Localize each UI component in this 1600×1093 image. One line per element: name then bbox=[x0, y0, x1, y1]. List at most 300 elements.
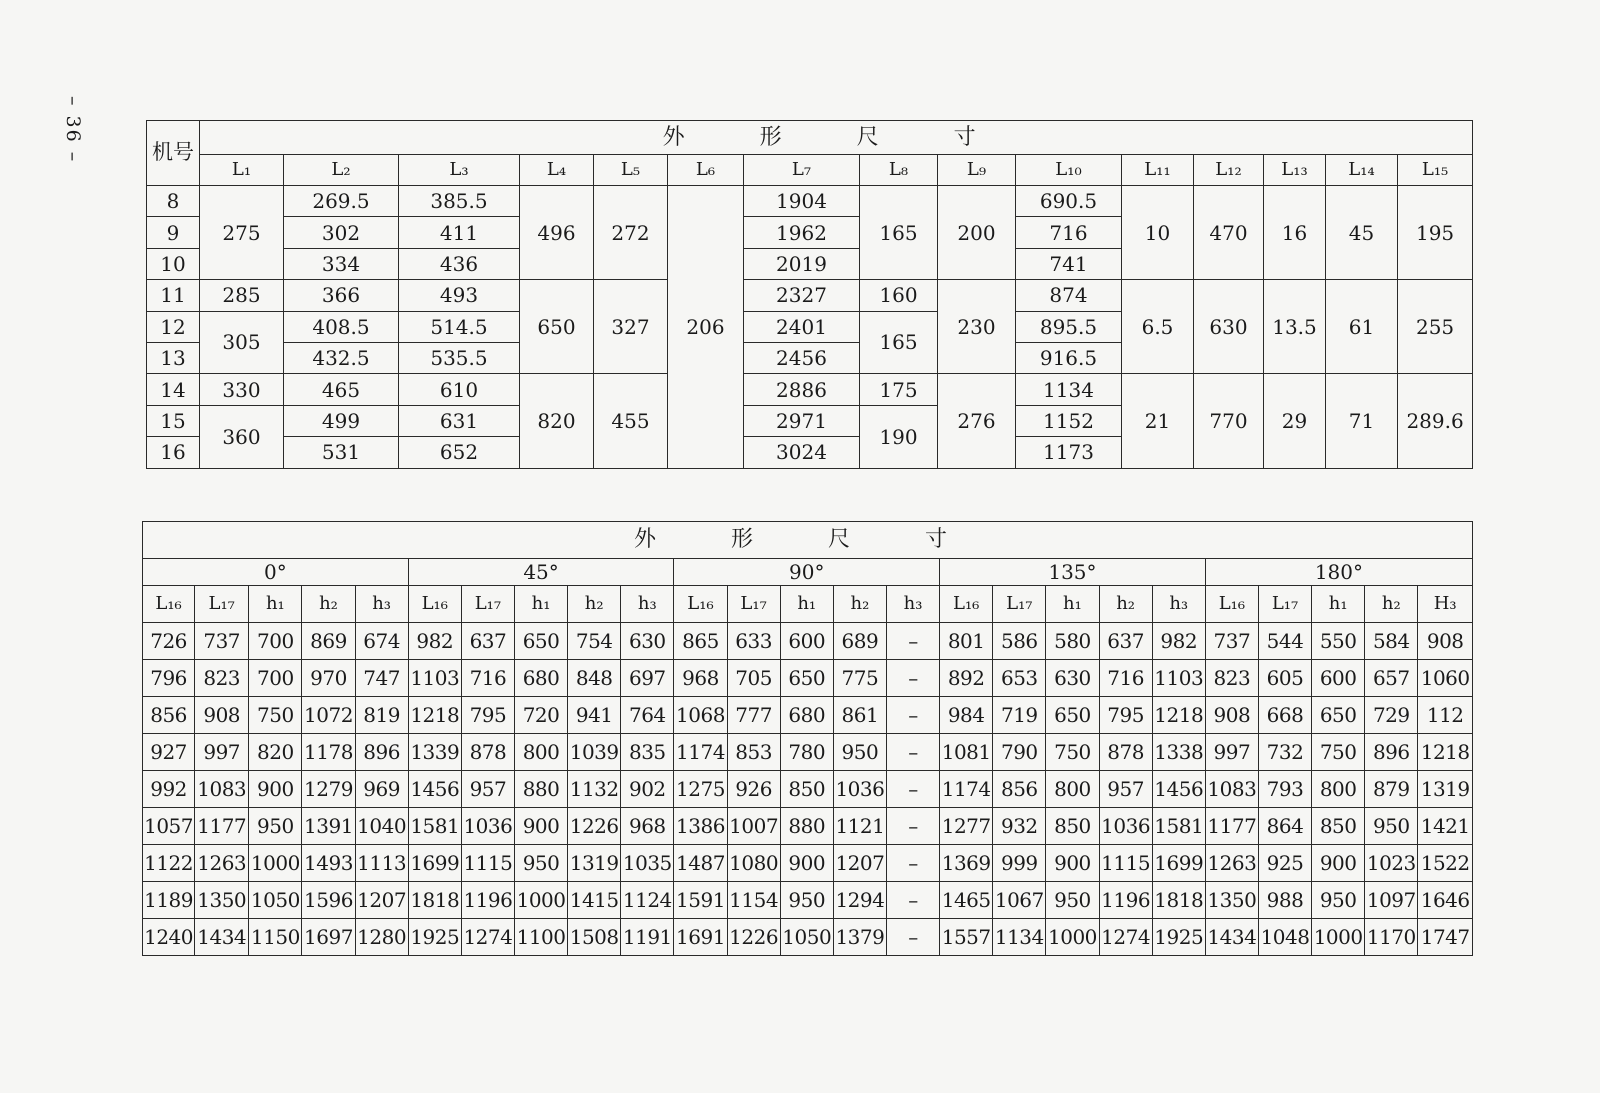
table-row bbox=[143, 623, 1473, 660]
table-cell: 957 bbox=[461, 771, 514, 808]
table-cell: – bbox=[886, 734, 939, 771]
table-cell: 900 bbox=[1312, 845, 1365, 882]
table-cell: 1191 bbox=[621, 919, 674, 956]
table-cell: 1196 bbox=[461, 882, 514, 919]
table-cell: 819 bbox=[355, 697, 408, 734]
table-cell: – bbox=[886, 660, 939, 697]
table-cell: 780 bbox=[780, 734, 833, 771]
dimension-table-upper bbox=[146, 120, 1473, 469]
machine-number-cell: 11 bbox=[147, 280, 200, 311]
table-cell: 255 bbox=[1398, 280, 1473, 374]
table-cell: 927 bbox=[143, 734, 195, 771]
table-cell: 1386 bbox=[674, 808, 727, 845]
table-cell: 1000 bbox=[1312, 919, 1365, 956]
column-header: L₁₇ bbox=[727, 586, 780, 623]
table-cell: 1240 bbox=[143, 919, 195, 956]
table-cell: 823 bbox=[195, 660, 249, 697]
table-cell: 1557 bbox=[940, 919, 993, 956]
table-cell: 550 bbox=[1312, 623, 1365, 660]
table-cell: 657 bbox=[1365, 660, 1418, 697]
table-cell: 1067 bbox=[993, 882, 1046, 919]
table-cell: 1218 bbox=[408, 697, 461, 734]
table-cell: 1339 bbox=[408, 734, 461, 771]
machine-number-cell: 9 bbox=[147, 217, 200, 248]
table-cell: 848 bbox=[568, 660, 621, 697]
table-cell: 969 bbox=[355, 771, 408, 808]
table-cell: 1036 bbox=[833, 771, 886, 808]
table-cell: 1174 bbox=[674, 734, 727, 771]
column-header: L₄ bbox=[520, 155, 594, 186]
column-header: L₇ bbox=[744, 155, 860, 186]
table-cell: 741 bbox=[1016, 248, 1122, 279]
column-header: h₂ bbox=[568, 586, 621, 623]
table-cell: 902 bbox=[621, 771, 674, 808]
table-cell: 1279 bbox=[302, 771, 355, 808]
table-cell: 630 bbox=[1046, 660, 1099, 697]
table-cell: 1465 bbox=[940, 882, 993, 919]
table-cell: 285 bbox=[200, 280, 284, 311]
table-cell: 1369 bbox=[940, 845, 993, 882]
table-cell: 1294 bbox=[833, 882, 886, 919]
table-cell: 850 bbox=[1312, 808, 1365, 845]
table-cell: 820 bbox=[520, 374, 594, 468]
table-cell: 1115 bbox=[461, 845, 514, 882]
table-cell: 879 bbox=[1365, 771, 1418, 808]
column-header: h₁ bbox=[249, 586, 302, 623]
table-cell: 6.5 bbox=[1122, 280, 1194, 374]
table-cell: 795 bbox=[461, 697, 514, 734]
table-cell: 13.5 bbox=[1264, 280, 1326, 374]
table-cell: 2971 bbox=[744, 405, 860, 436]
table-cell: 957 bbox=[1099, 771, 1152, 808]
table-cell: 1115 bbox=[1099, 845, 1152, 882]
column-header: h₂ bbox=[833, 586, 886, 623]
table-cell: 720 bbox=[514, 697, 567, 734]
table-cell: 1581 bbox=[408, 808, 461, 845]
table-cell: 950 bbox=[1046, 882, 1099, 919]
table-cell: 1646 bbox=[1418, 882, 1473, 919]
table-cell: 716 bbox=[461, 660, 514, 697]
table-cell: 982 bbox=[1152, 623, 1205, 660]
table-cell: 750 bbox=[249, 697, 302, 734]
table-cell: 1039 bbox=[568, 734, 621, 771]
table-cell: 1072 bbox=[302, 697, 355, 734]
table-cell: – bbox=[886, 808, 939, 845]
column-header: L₁₆ bbox=[408, 586, 461, 623]
table-cell: 1050 bbox=[780, 919, 833, 956]
table-cell: 650 bbox=[520, 280, 594, 374]
table-cell: 770 bbox=[1194, 374, 1264, 468]
column-header-row bbox=[143, 586, 1473, 623]
table-cell: 900 bbox=[780, 845, 833, 882]
table-cell: 737 bbox=[195, 623, 249, 660]
table-cell: 1747 bbox=[1418, 919, 1473, 956]
table-cell: 950 bbox=[1312, 882, 1365, 919]
table-cell: 432.5 bbox=[284, 342, 399, 373]
table-cell: – bbox=[886, 771, 939, 808]
table-cell: 1057 bbox=[143, 808, 195, 845]
table-cell: 900 bbox=[249, 771, 302, 808]
table-cell: 600 bbox=[1312, 660, 1365, 697]
column-header: L₁₁ bbox=[1122, 155, 1194, 186]
table-cell: 878 bbox=[461, 734, 514, 771]
table-cell: 45 bbox=[1326, 186, 1398, 280]
table-cell: 411 bbox=[399, 217, 520, 248]
table-cell: 950 bbox=[833, 734, 886, 771]
table-cell: 697 bbox=[621, 660, 674, 697]
column-header: L₃ bbox=[399, 155, 520, 186]
table-cell: 605 bbox=[1258, 660, 1311, 697]
table-cell: 700 bbox=[249, 623, 302, 660]
table-cell: 1263 bbox=[1205, 845, 1258, 882]
table-cell: 2886 bbox=[744, 374, 860, 405]
table-cell: 1174 bbox=[940, 771, 993, 808]
table-cell: 1023 bbox=[1365, 845, 1418, 882]
table-cell: 1508 bbox=[568, 919, 621, 956]
table-cell: 674 bbox=[355, 623, 408, 660]
table-cell: 680 bbox=[514, 660, 567, 697]
table-cell: 580 bbox=[1046, 623, 1099, 660]
table-cell: 650 bbox=[780, 660, 833, 697]
table-cell: 1522 bbox=[1418, 845, 1473, 882]
table-row bbox=[143, 808, 1473, 845]
table-cell: 1196 bbox=[1099, 882, 1152, 919]
column-header: L₆ bbox=[668, 155, 744, 186]
table-cell: 1035 bbox=[621, 845, 674, 882]
table-cell: 1068 bbox=[674, 697, 727, 734]
table-cell: 705 bbox=[727, 660, 780, 697]
title-row bbox=[143, 522, 1473, 559]
table-cell: 719 bbox=[993, 697, 1046, 734]
table-cell: 750 bbox=[1312, 734, 1365, 771]
table-cell: 1083 bbox=[1205, 771, 1258, 808]
table-cell: 835 bbox=[621, 734, 674, 771]
table-cell: 732 bbox=[1258, 734, 1311, 771]
table-cell: 631 bbox=[399, 405, 520, 436]
table-cell: 230 bbox=[938, 280, 1016, 374]
table-row bbox=[143, 882, 1473, 919]
angle-header: 45° bbox=[408, 559, 674, 586]
table-cell: 1207 bbox=[833, 845, 886, 882]
table-cell: 2019 bbox=[744, 248, 860, 279]
table-cell: 1274 bbox=[461, 919, 514, 956]
table-row bbox=[143, 697, 1473, 734]
table-cell: 689 bbox=[833, 623, 886, 660]
angle-header: 180° bbox=[1205, 559, 1472, 586]
group-title: 外 形 尺 寸 bbox=[200, 121, 1473, 155]
table-cell: 200 bbox=[938, 186, 1016, 280]
column-header: L₁₇ bbox=[993, 586, 1046, 623]
table-cell: 1434 bbox=[1205, 919, 1258, 956]
table-cell: 1036 bbox=[1099, 808, 1152, 845]
table-cell: 334 bbox=[284, 248, 399, 279]
table-cell: 1007 bbox=[727, 808, 780, 845]
table-cell: 584 bbox=[1365, 623, 1418, 660]
table-cell: 874 bbox=[1016, 280, 1122, 311]
table-cell: 610 bbox=[399, 374, 520, 405]
table-cell: 272 bbox=[594, 186, 668, 280]
table-cell: 950 bbox=[514, 845, 567, 882]
table-cell: 968 bbox=[674, 660, 727, 697]
table-cell: 988 bbox=[1258, 882, 1311, 919]
table-cell: 289.6 bbox=[1398, 374, 1473, 468]
table-cell: 908 bbox=[1418, 623, 1473, 660]
table-cell: 2401 bbox=[744, 311, 860, 342]
table-cell: 112 bbox=[1418, 697, 1473, 734]
column-header: h₂ bbox=[1365, 586, 1418, 623]
table-cell: 652 bbox=[399, 437, 520, 468]
table-cell: 1154 bbox=[727, 882, 780, 919]
table-row bbox=[147, 186, 1473, 217]
table-cell: 586 bbox=[993, 623, 1046, 660]
table-cell: 1048 bbox=[1258, 919, 1311, 956]
table-cell: 895.5 bbox=[1016, 311, 1122, 342]
table-cell: 327 bbox=[594, 280, 668, 374]
table-row bbox=[143, 845, 1473, 882]
table-cell: 900 bbox=[514, 808, 567, 845]
machine-number-cell: 13 bbox=[147, 342, 200, 373]
table-cell: 737 bbox=[1205, 623, 1258, 660]
table-cell: 1925 bbox=[1152, 919, 1205, 956]
machine-number-cell: 16 bbox=[147, 437, 200, 468]
table-cell: 1274 bbox=[1099, 919, 1152, 956]
table-cell: 1487 bbox=[674, 845, 727, 882]
machine-number-cell: 12 bbox=[147, 311, 200, 342]
table-cell: 775 bbox=[833, 660, 886, 697]
table-cell: 1177 bbox=[195, 808, 249, 845]
table-cell: 1178 bbox=[302, 734, 355, 771]
table-cell: 1100 bbox=[514, 919, 567, 956]
table-cell: 925 bbox=[1258, 845, 1311, 882]
table-cell: 1818 bbox=[408, 882, 461, 919]
table-cell: 195 bbox=[1398, 186, 1473, 280]
header-row bbox=[147, 121, 1473, 155]
table-cell: 1218 bbox=[1418, 734, 1473, 771]
table-cell: 1103 bbox=[1152, 660, 1205, 697]
column-header: h₁ bbox=[1046, 586, 1099, 623]
table-cell: 455 bbox=[594, 374, 668, 468]
table-cell: 493 bbox=[399, 280, 520, 311]
machine-number-cell: 8 bbox=[147, 186, 200, 217]
table-cell: 1036 bbox=[461, 808, 514, 845]
table-cell: 1596 bbox=[302, 882, 355, 919]
table-cell: 941 bbox=[568, 697, 621, 734]
table-cell: 1925 bbox=[408, 919, 461, 956]
table-cell: 637 bbox=[1099, 623, 1152, 660]
table-cell: 165 bbox=[860, 186, 938, 280]
table-cell: 1226 bbox=[568, 808, 621, 845]
table-cell: 716 bbox=[1099, 660, 1152, 697]
table-cell: 861 bbox=[833, 697, 886, 734]
table-cell: 800 bbox=[514, 734, 567, 771]
table-cell: 747 bbox=[355, 660, 408, 697]
table-cell: 999 bbox=[993, 845, 1046, 882]
table-cell: 436 bbox=[399, 248, 520, 279]
column-header: h₃ bbox=[621, 586, 674, 623]
table-cell: 1699 bbox=[1152, 845, 1205, 882]
table-cell: 1207 bbox=[355, 882, 408, 919]
table-cell: 275 bbox=[200, 186, 284, 280]
table-cell: 1081 bbox=[940, 734, 993, 771]
table-row bbox=[143, 660, 1473, 697]
column-header: L₁₂ bbox=[1194, 155, 1264, 186]
table-cell: 650 bbox=[1312, 697, 1365, 734]
table-row bbox=[147, 374, 1473, 405]
table-cell: 1434 bbox=[195, 919, 249, 956]
machine-number-header: 机号 bbox=[147, 121, 200, 186]
column-header: L₉ bbox=[938, 155, 1016, 186]
table-cell: 997 bbox=[195, 734, 249, 771]
table-cell: 1350 bbox=[1205, 882, 1258, 919]
table-cell: 637 bbox=[461, 623, 514, 660]
table-cell: 385.5 bbox=[399, 186, 520, 217]
table-cell: 21 bbox=[1122, 374, 1194, 468]
table-cell: 750 bbox=[1046, 734, 1099, 771]
table-cell: 793 bbox=[1258, 771, 1311, 808]
table-cell: 1581 bbox=[1152, 808, 1205, 845]
angle-header: 135° bbox=[940, 559, 1206, 586]
table-cell: 997 bbox=[1205, 734, 1258, 771]
table-cell: 1189 bbox=[143, 882, 195, 919]
table-cell: 330 bbox=[200, 374, 284, 405]
table-cell: 968 bbox=[621, 808, 674, 845]
table-cell: 2327 bbox=[744, 280, 860, 311]
table-cell: 1000 bbox=[514, 882, 567, 919]
machine-number-cell: 14 bbox=[147, 374, 200, 405]
table-cell: 864 bbox=[1258, 808, 1311, 845]
angle-row bbox=[143, 559, 1473, 586]
table-cell: 823 bbox=[1205, 660, 1258, 697]
table-cell: 820 bbox=[249, 734, 302, 771]
column-header: L₁₀ bbox=[1016, 155, 1122, 186]
table-cell: 71 bbox=[1326, 374, 1398, 468]
table-cell: 1134 bbox=[993, 919, 1046, 956]
table-cell: 175 bbox=[860, 374, 938, 405]
table-cell: 366 bbox=[284, 280, 399, 311]
table-cell: 880 bbox=[514, 771, 567, 808]
table-cell: 1415 bbox=[568, 882, 621, 919]
table-cell: 305 bbox=[200, 311, 284, 374]
column-header: h₁ bbox=[1312, 586, 1365, 623]
table-cell: 1000 bbox=[1046, 919, 1099, 956]
table-cell: 916.5 bbox=[1016, 342, 1122, 373]
table-cell: 690.5 bbox=[1016, 186, 1122, 217]
table-cell: 800 bbox=[1046, 771, 1099, 808]
table-cell: 2456 bbox=[744, 342, 860, 373]
table-cell: 970 bbox=[302, 660, 355, 697]
table-cell: – bbox=[886, 697, 939, 734]
table-cell: 1226 bbox=[727, 919, 780, 956]
table-cell: 908 bbox=[195, 697, 249, 734]
table-cell: 856 bbox=[993, 771, 1046, 808]
table-cell: 1263 bbox=[195, 845, 249, 882]
column-header: L₁₆ bbox=[143, 586, 195, 623]
group-title: 外 形 尺 寸 bbox=[143, 522, 1473, 559]
column-header: h₃ bbox=[886, 586, 939, 623]
table-cell: 1122 bbox=[143, 845, 195, 882]
table-cell: 950 bbox=[1365, 808, 1418, 845]
table-cell: 880 bbox=[780, 808, 833, 845]
table-cell: 1218 bbox=[1152, 697, 1205, 734]
column-header: h₁ bbox=[780, 586, 833, 623]
table-row bbox=[143, 771, 1473, 808]
table-cell: 276 bbox=[938, 374, 1016, 468]
table-cell: 650 bbox=[1046, 697, 1099, 734]
table-cell: 1818 bbox=[1152, 882, 1205, 919]
table-cell: 10 bbox=[1122, 186, 1194, 280]
table-cell: 1083 bbox=[195, 771, 249, 808]
table-cell: 700 bbox=[249, 660, 302, 697]
table-cell: – bbox=[886, 882, 939, 919]
page-number: – 36 – bbox=[62, 96, 84, 164]
table-cell: 1132 bbox=[568, 771, 621, 808]
table-cell: 856 bbox=[143, 697, 195, 734]
table-cell: 1097 bbox=[1365, 882, 1418, 919]
angle-header: 90° bbox=[674, 559, 940, 586]
table-cell: 1277 bbox=[940, 808, 993, 845]
table-cell: 653 bbox=[993, 660, 1046, 697]
table-cell: 865 bbox=[674, 623, 727, 660]
table-cell: 900 bbox=[1046, 845, 1099, 882]
table-cell: 926 bbox=[727, 771, 780, 808]
table-cell: 1050 bbox=[249, 882, 302, 919]
table-cell: 190 bbox=[860, 405, 938, 468]
column-header: h₃ bbox=[1152, 586, 1205, 623]
table-cell: 465 bbox=[284, 374, 399, 405]
table-cell: 535.5 bbox=[399, 342, 520, 373]
table-cell: 630 bbox=[1194, 280, 1264, 374]
table-cell: 470 bbox=[1194, 186, 1264, 280]
table-cell: 950 bbox=[780, 882, 833, 919]
table-cell: 764 bbox=[621, 697, 674, 734]
table-cell: 1121 bbox=[833, 808, 886, 845]
column-header: L₂ bbox=[284, 155, 399, 186]
table-cell: 600 bbox=[780, 623, 833, 660]
table-cell: 1591 bbox=[674, 882, 727, 919]
column-header: L₁₇ bbox=[195, 586, 249, 623]
table-cell: 3024 bbox=[744, 437, 860, 468]
table-cell: 496 bbox=[520, 186, 594, 280]
table-row bbox=[143, 919, 1473, 956]
table-cell: 1177 bbox=[1205, 808, 1258, 845]
table-cell: 1152 bbox=[1016, 405, 1122, 436]
column-header: L₁₆ bbox=[674, 586, 727, 623]
table-cell: 984 bbox=[940, 697, 993, 734]
table-cell: 992 bbox=[143, 771, 195, 808]
table-cell: 1350 bbox=[195, 882, 249, 919]
table-cell: 1699 bbox=[408, 845, 461, 882]
machine-number-cell: 10 bbox=[147, 248, 200, 279]
column-header: h₃ bbox=[355, 586, 408, 623]
table-cell: 892 bbox=[940, 660, 993, 697]
column-header: L₁₇ bbox=[461, 586, 514, 623]
table-cell: 499 bbox=[284, 405, 399, 436]
table-cell: 544 bbox=[1258, 623, 1311, 660]
table-cell: 869 bbox=[302, 623, 355, 660]
table-cell: 1275 bbox=[674, 771, 727, 808]
table-cell: 1456 bbox=[1152, 771, 1205, 808]
table-cell: 1280 bbox=[355, 919, 408, 956]
table-cell: 1134 bbox=[1016, 374, 1122, 405]
table-cell: 982 bbox=[408, 623, 461, 660]
table-cell: 932 bbox=[993, 808, 1046, 845]
table-cell: 790 bbox=[993, 734, 1046, 771]
table-cell: 1173 bbox=[1016, 437, 1122, 468]
table-cell: 853 bbox=[727, 734, 780, 771]
table-cell: 800 bbox=[1312, 771, 1365, 808]
column-header: H₃ bbox=[1418, 586, 1473, 623]
column-header: L₁₅ bbox=[1398, 155, 1473, 186]
